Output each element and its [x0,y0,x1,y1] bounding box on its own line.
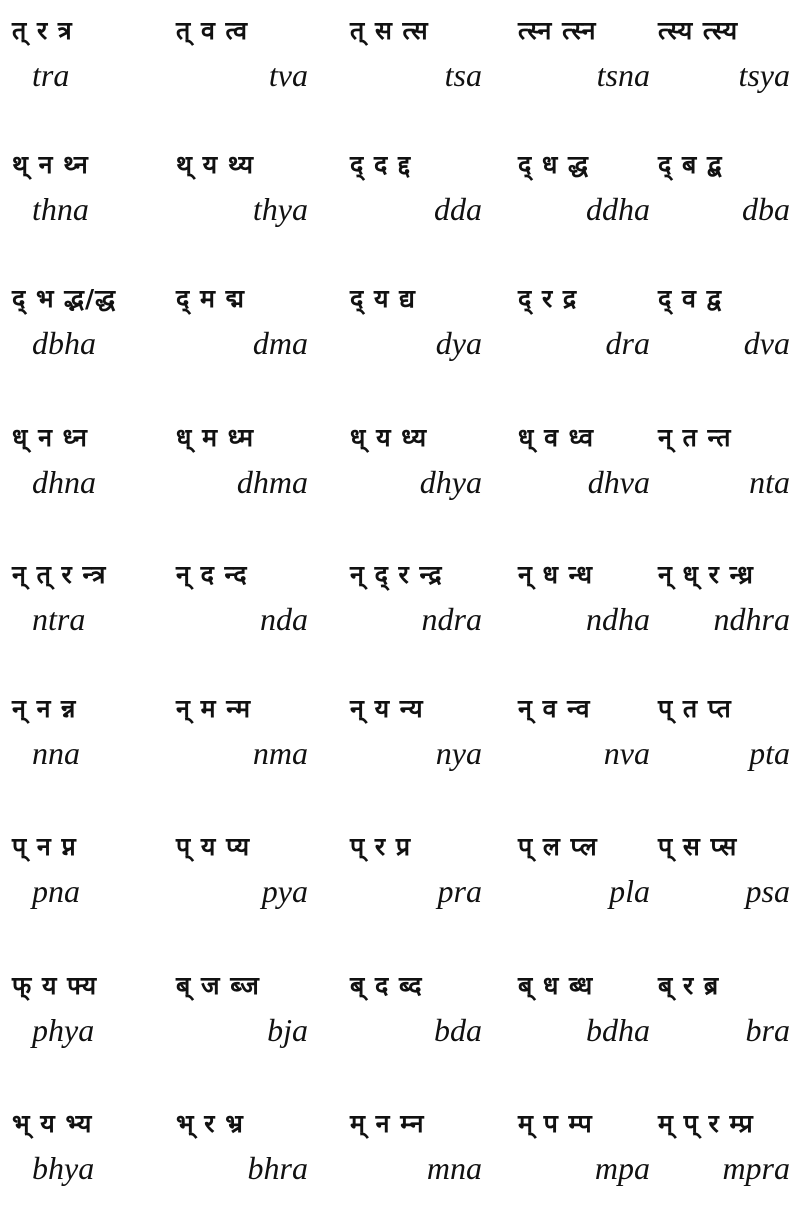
conjunct-cell [650,411,800,511]
devanagari-conjunct: प् य प्य [176,832,251,861]
transliteration: dhma [236,464,308,500]
conjunct-cell [510,1097,660,1197]
conjunct-cell [4,959,154,1059]
conjunct-cell [650,138,800,238]
conjunct-row [0,682,800,782]
transliteration: mpa [594,1150,650,1186]
transliteration: dhya [419,464,482,500]
devanagari-conjunct: प् स प्स [658,832,738,861]
devanagari-conjunct: ब् ध ब्ध [518,971,594,1000]
devanagari-conjunct: न् द न्द [176,560,248,589]
devanagari-conjunct: द् व द्व [658,284,722,313]
transliteration: nma [252,735,308,771]
transliteration: mpra [722,1150,790,1186]
conjunct-cell [4,138,154,238]
conjunct-cell [650,820,800,920]
transliteration: phya [32,1012,95,1048]
devanagari-conjunct: त् र त्र [12,16,73,45]
conjunct-cell [510,959,660,1059]
devanagari-conjunct: त्स्न त्स्न [518,16,597,45]
transliteration: dhna [32,464,96,500]
transliteration: nva [603,735,650,771]
devanagari-conjunct: प् ल प्ल [518,832,598,861]
transliteration: dba [742,191,790,227]
transliteration: nna [32,735,80,771]
transliteration: dva [743,325,790,361]
conjunct-cell [342,1097,492,1197]
devanagari-conjunct: द् र द्र [518,284,578,313]
conjunct-cell [342,138,492,238]
transliteration: dhva [587,464,650,500]
devanagari-conjunct: थ् य थ्य [176,150,255,179]
transliteration: nda [260,601,308,637]
devanagari-conjunct: न् त न्त [658,423,732,452]
conjunct-cell [342,959,492,1059]
transliteration: pra [437,873,482,909]
conjunct-cell [510,682,660,782]
conjunct-cell [510,411,660,511]
conjunct-cell [650,682,800,782]
conjunct-cell [4,548,154,648]
conjunct-cell [168,1097,318,1197]
transliteration: tsya [738,57,790,93]
devanagari-conjunct: द् भ द्भ/द्ध [12,284,117,313]
devanagari-conjunct: द् ब द्ब [658,150,723,179]
conjunct-cell [4,820,154,920]
conjunct-cell [342,682,492,782]
devanagari-conjunct: न् य न्य [350,694,424,723]
transliteration: pya [261,873,308,909]
conjunct-cell [168,4,318,104]
transliteration: bdha [586,1012,650,1048]
transliteration: thya [252,191,308,227]
conjunct-cell [510,820,660,920]
transliteration: pta [749,735,790,771]
transliteration: tra [32,57,70,93]
transliteration: ntra [32,601,86,637]
conjunct-cell [650,272,800,372]
conjunct-cell [342,272,492,372]
transliteration: bda [434,1012,482,1048]
conjunct-row [0,820,800,920]
transliteration: tsna [596,57,650,93]
conjunct-cell [168,682,318,782]
transliteration: nya [435,735,482,771]
conjunct-row [0,272,800,372]
conjunct-row [0,4,800,104]
transliteration: ndhra [713,601,790,637]
transliteration: bra [745,1012,790,1048]
devanagari-conjunct: द् म द्म [176,284,245,313]
devanagari-conjunct: प् र प्र [350,832,412,861]
devanagari-conjunct: प् न प्न [12,832,77,861]
devanagari-conjunct: ब् ज ब्ज [176,971,260,1000]
conjunct-cell [342,411,492,511]
conjunct-cell [168,411,318,511]
conjunct-cell [650,1097,800,1197]
conjunct-cell [650,548,800,648]
transliteration: thna [32,191,89,227]
conjunct-cell [168,959,318,1059]
conjunct-row [0,959,800,1059]
devanagari-conjunct: न् त् र न्त्र [12,560,107,589]
devanagari-conjunct: द् द द्द [350,150,412,179]
devanagari-conjunct: ध् न ध्न [12,423,88,452]
conjunct-cell [510,4,660,104]
devanagari-conjunct: ब् द ब्द [350,971,423,1000]
transliteration: bja [267,1012,308,1048]
devanagari-conjunct: त् व त्व [176,16,249,45]
transliteration: bhra [247,1150,308,1186]
devanagari-conjunct: द् य द्य [350,284,416,313]
devanagari-conjunct: म् न म्न [350,1109,425,1138]
devanagari-conjunct: न् म न्म [176,694,252,723]
devanagari-conjunct: ध् म ध्म [176,423,255,452]
conjunct-row [0,411,800,511]
devanagari-conjunct: भ् र भ्र [176,1109,244,1138]
transliteration: ddha [586,191,650,227]
conjunct-cell [4,272,154,372]
conjunct-cell [342,820,492,920]
conjunct-cell [168,138,318,238]
conjunct-cell [168,548,318,648]
conjunct-cell [4,411,154,511]
conjunct-row [0,1097,800,1197]
conjunct-cell [342,4,492,104]
conjunct-cell [510,138,660,238]
transliteration: tva [268,57,308,93]
devanagari-conjunct: द् ध द्ध [518,150,590,179]
devanagari-conjunct: त्स्य त्स्य [658,16,739,45]
conjunct-cell [168,272,318,372]
conjunct-cell [510,548,660,648]
transliteration: nta [749,464,790,500]
devanagari-conjunct: न् ध न्ध [518,560,593,589]
transliteration: dya [435,325,482,361]
devanagari-conjunct: भ् य भ्य [12,1109,93,1138]
transliteration: bhya [32,1150,95,1186]
devanagari-conjunct: न् न न्न [12,694,77,723]
conjunct-cell [510,272,660,372]
devanagari-conjunct: न् व न्व [518,694,591,723]
transliteration: tsa [444,57,482,93]
conjunct-row [0,138,800,238]
devanagari-conjunct: म् प् र म्प्र [658,1109,754,1138]
conjunct-cell [4,4,154,104]
devanagari-conjunct: थ् न थ्न [12,150,89,179]
conjunct-cell [168,820,318,920]
transliteration: dma [252,325,308,361]
transliteration: ndra [421,601,482,637]
conjunct-cell [650,959,800,1059]
transliteration: dda [434,191,482,227]
transliteration: pna [32,873,80,909]
transliteration: pla [609,873,650,909]
conjunct-cell [650,4,800,104]
devanagari-conjunct: ब् र ब्र [658,971,720,1000]
devanagari-conjunct: ध् व ध्व [518,423,594,452]
conjunct-cell [4,682,154,782]
transliteration: psa [745,873,790,909]
devanagari-conjunct: त् स त्स [350,16,429,45]
devanagari-conjunct: न् द् र न्द्र [350,560,443,589]
devanagari-conjunct: ध् य ध्य [350,423,428,452]
devanagari-conjunct: फ् य फ्य [12,971,98,1000]
transliteration: dbha [32,325,96,361]
conjunct-row [0,548,800,648]
transliteration: ndha [586,601,650,637]
devanagari-conjunct: न् ध् र न्ध्र [658,560,754,589]
devanagari-conjunct: प् त प्त [658,694,732,723]
transliteration: dra [605,325,650,361]
devanagari-conjunct: म् प म्प [518,1109,593,1138]
conjunct-cell [4,1097,154,1197]
conjunct-cell [342,548,492,648]
transliteration: mna [426,1150,482,1186]
